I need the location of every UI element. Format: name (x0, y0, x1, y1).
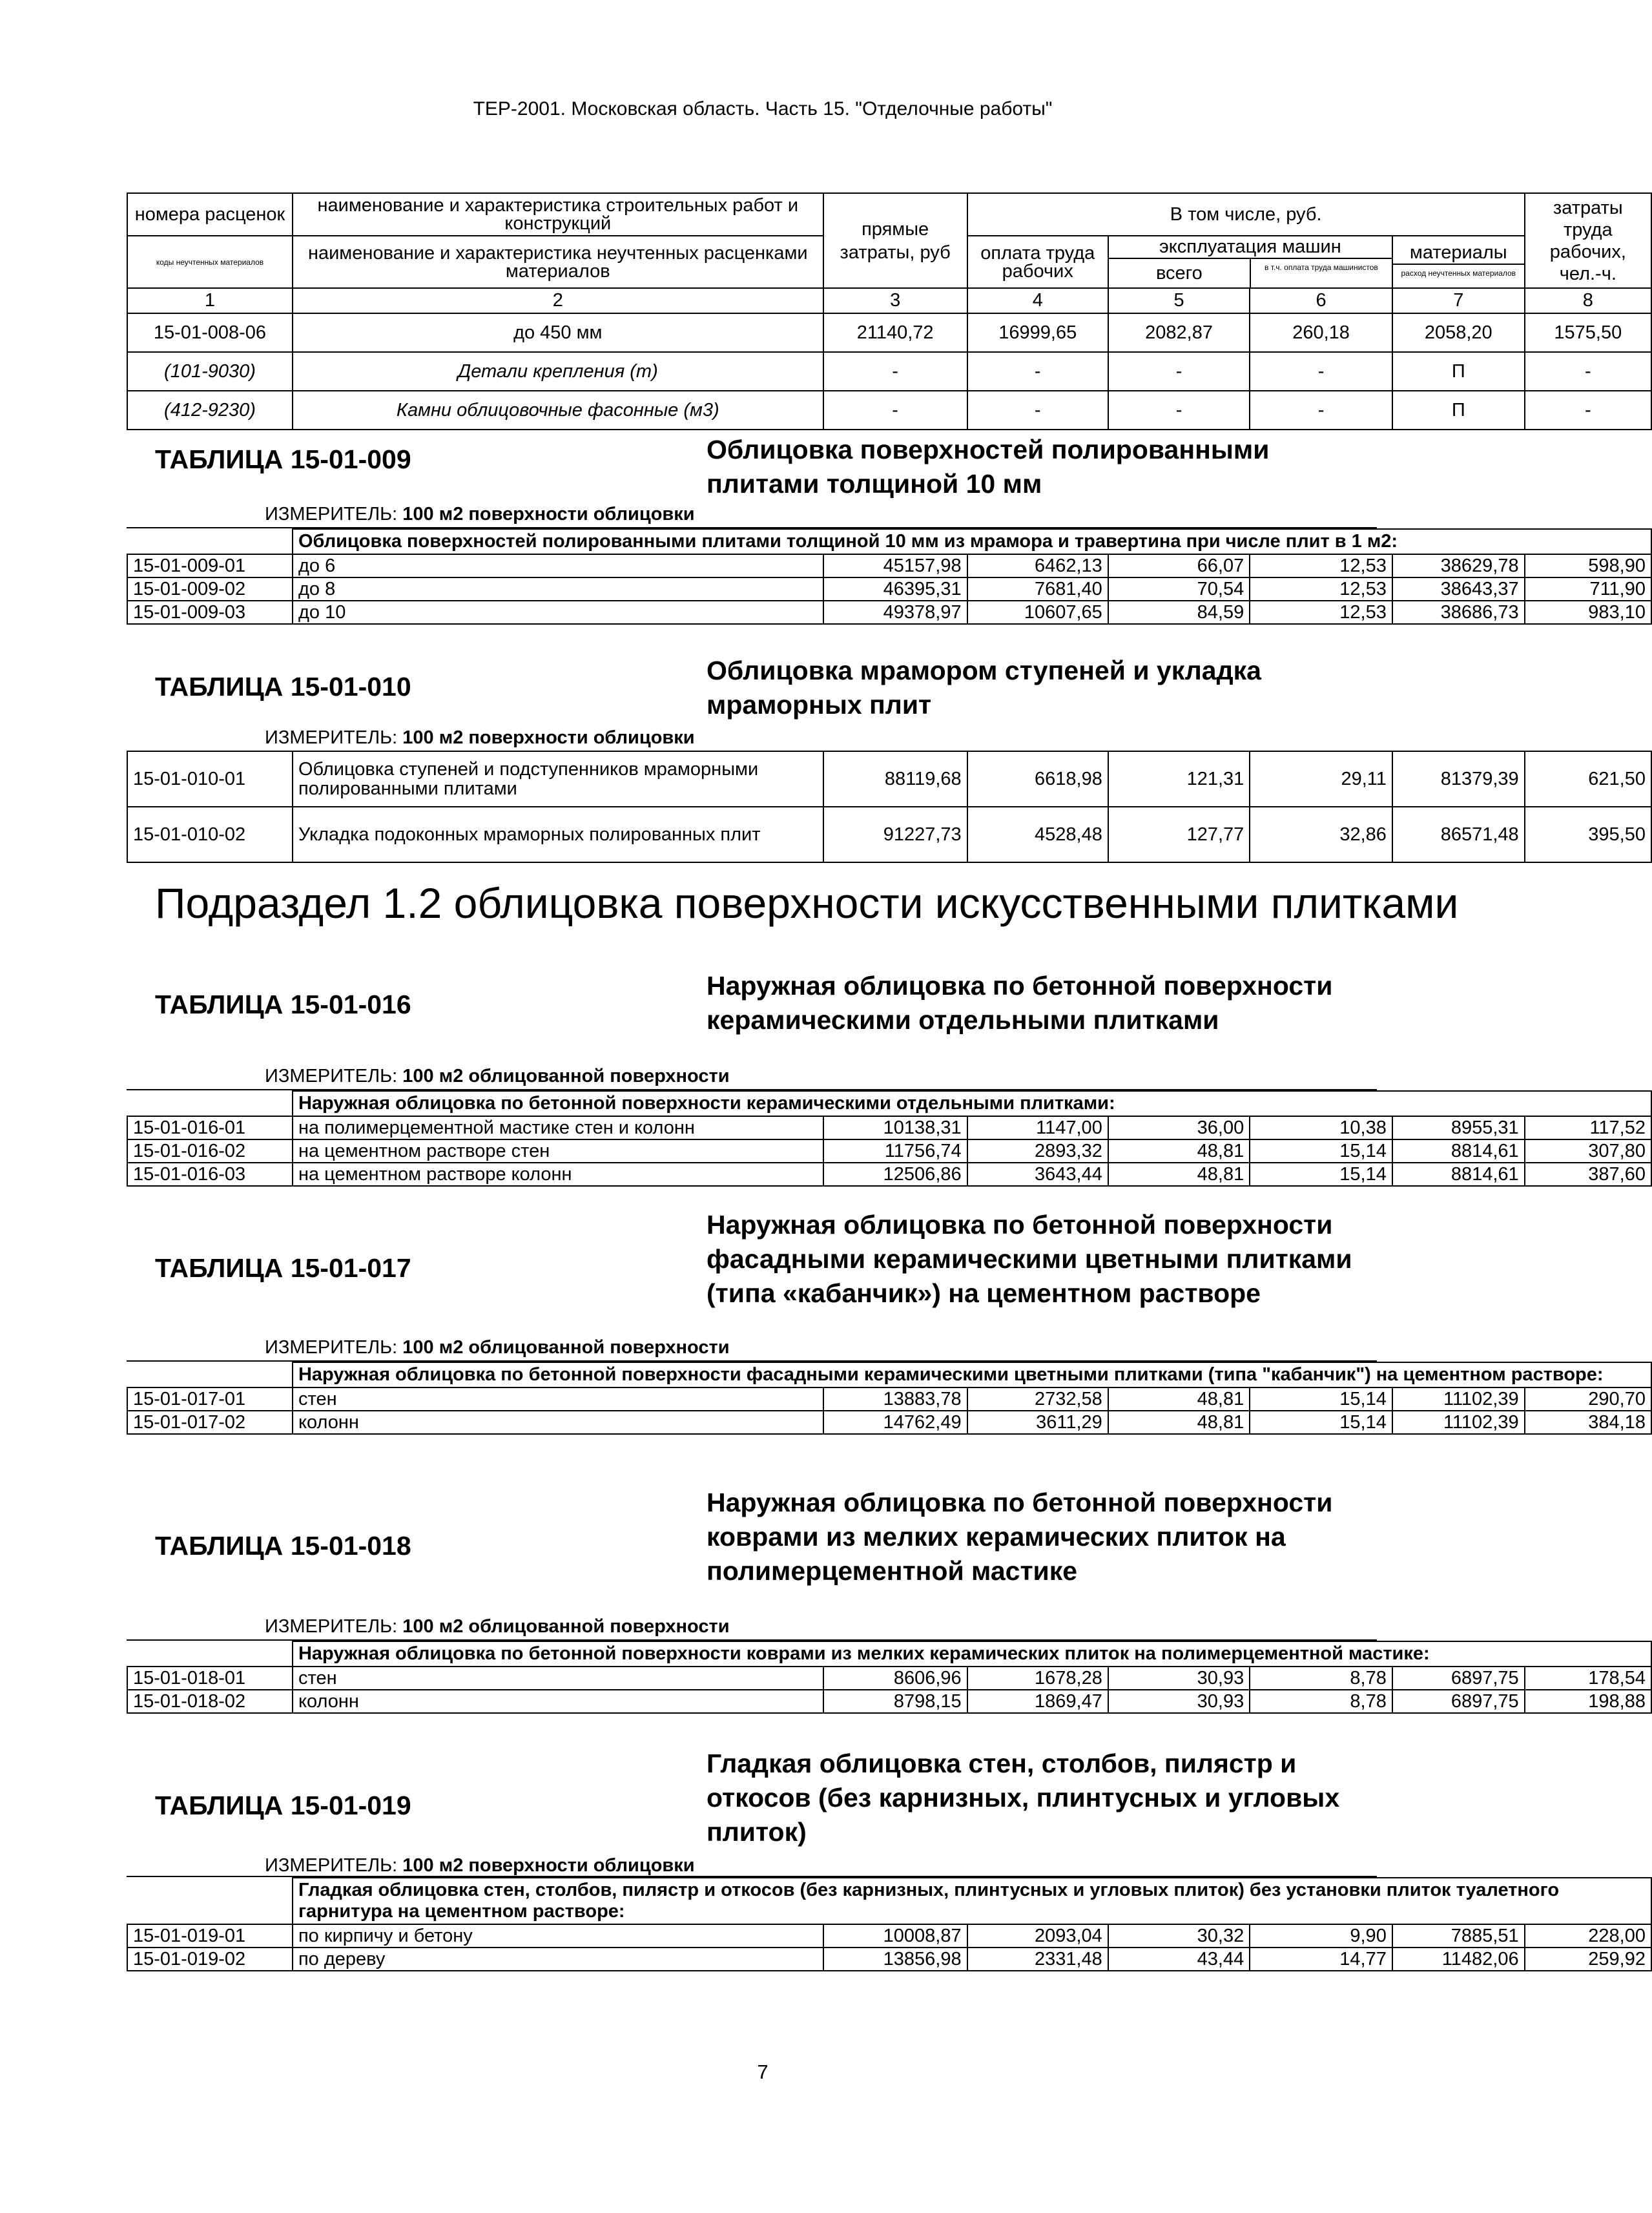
value-cell: 48,81 (1108, 1411, 1250, 1434)
meter-line (265, 1066, 730, 1087)
value-cell: 13856,98 (823, 1948, 967, 1971)
table-row (127, 1690, 1651, 1713)
value-cell: - (823, 352, 967, 391)
table-description-row (127, 1641, 1651, 1667)
value-cell: 15,14 (1250, 1387, 1392, 1411)
col-number: 6 (1250, 288, 1392, 313)
value-cell: 32,86 (1250, 807, 1392, 862)
value-cell: 48,81 (1108, 1139, 1250, 1163)
meter-line (265, 504, 695, 525)
value-cell: 13883,78 (823, 1387, 967, 1411)
col-number: 1 (127, 288, 293, 313)
work-name: Камни облицовочные фасонные (м3) (293, 391, 823, 430)
value-cell: 11102,39 (1392, 1411, 1525, 1434)
value-cell: 7885,51 (1392, 1924, 1525, 1948)
title-line: Облицовка поверхностей полированными (707, 435, 1270, 464)
value-cell: 81379,39 (1392, 751, 1525, 807)
work-name: по кирпичу и бетону (293, 1924, 823, 1948)
col3-header: прямые затраты, руб (823, 193, 967, 288)
value-cell: - (1108, 352, 1250, 391)
materials-header-cell (1392, 236, 1525, 288)
work-name: Укладка подоконных мраморных полированных плит (293, 807, 823, 862)
value-cell: 11756,74 (823, 1139, 967, 1163)
value-cell: 8814,61 (1392, 1163, 1525, 1186)
rate-code: 15-01-019-02 (127, 1948, 293, 1971)
column-numbers-row (127, 288, 1651, 313)
value-cell: 86571,48 (1392, 807, 1525, 862)
table-description-row (127, 1362, 1651, 1387)
rate-code: 15-01-019-01 (127, 1924, 293, 1948)
value-cell: 49378,97 (823, 601, 967, 624)
value-cell: 4528,48 (967, 807, 1108, 862)
value-cell: 127,77 (1108, 807, 1250, 862)
table-description-row (127, 1091, 1651, 1116)
rate-code: 15-01-010-01 (127, 751, 293, 807)
top-rows (127, 313, 1651, 430)
col6-header: в т.ч. оплата труда машинистов (1265, 263, 1378, 272)
table-15-01-018 (127, 1641, 1652, 1714)
value-cell: 387,60 (1525, 1163, 1651, 1186)
meter-label: ИЗМЕРИТЕЛЬ: (265, 1855, 398, 1876)
value-cell: 84,59 (1108, 601, 1250, 624)
title-line: плитами толщиной 10 мм (707, 469, 1042, 499)
work-name: до 450 мм (293, 313, 823, 352)
value-cell: - (1108, 391, 1250, 430)
value-cell: 10138,31 (823, 1116, 967, 1139)
rate-code: 15-01-018-01 (127, 1667, 293, 1690)
value-cell: 3643,44 (967, 1163, 1108, 1186)
subsection-title: Подраздел 1.2 облицовка поверхности искусственными плитками (155, 879, 1459, 927)
table-title (707, 1208, 1352, 1311)
table-row (127, 1139, 1651, 1163)
title-line: керамическими отдельными плитками (707, 1005, 1219, 1035)
work-name: до 10 (293, 601, 823, 624)
title-line: (типа «кабанчик») на цементном растворе (707, 1278, 1261, 1308)
rate-code: 15-01-009-02 (127, 577, 293, 601)
value-cell: 10607,65 (967, 601, 1108, 624)
table-title (707, 654, 1261, 722)
title-line: откосов (без карнизных, плинтусных и угловых (707, 1783, 1340, 1813)
rate-code: 15-01-018-02 (127, 1690, 293, 1713)
table-row (127, 313, 1651, 352)
meter-label: ИЗМЕРИТЕЛЬ: (265, 1616, 398, 1637)
value-cell: - (1525, 352, 1651, 391)
table-row (127, 807, 1651, 862)
meter-value: 100 м2 поверхности облицовки (402, 504, 695, 525)
rate-code: 15-01-016-02 (127, 1139, 293, 1163)
value-cell: 45157,98 (823, 554, 967, 577)
table-name: ТАБЛИЦА 15-01-010 (155, 672, 411, 701)
value-cell: П (1392, 391, 1525, 430)
value-cell: 259,92 (1525, 1948, 1651, 1971)
value-cell: 711,90 (1525, 577, 1651, 601)
meter-value: 100 м2 облицованной поверхности (402, 1337, 730, 1358)
table-row (127, 1411, 1651, 1434)
work-name: на полимерцементной мастике стен и колонн (293, 1116, 823, 1139)
value-cell: 117,52 (1525, 1116, 1651, 1139)
table-row (127, 391, 1651, 430)
value-cell: 1575,50 (1525, 313, 1651, 352)
work-name: на цементном растворе стен (293, 1139, 823, 1163)
table-description: Гладкая облицовка стен, столбов, пилястр и откосов (без карнизных, плинтусных и угловых плиток) без установки плиток туалетного гарнитура на цементном растворе: (293, 1878, 1651, 1924)
value-cell: 395,50 (1525, 807, 1651, 862)
value-cell: - (967, 391, 1108, 430)
col-number: 8 (1525, 288, 1651, 313)
value-cell: 2082,87 (1108, 313, 1250, 352)
table-name: ТАБЛИЦА 15-01-009 (155, 444, 411, 474)
value-cell: - (1525, 391, 1651, 430)
value-cell: 12506,86 (823, 1163, 967, 1186)
value-cell: 12,53 (1250, 577, 1392, 601)
value-cell: 8,78 (1250, 1690, 1392, 1713)
rate-code: 15-01-016-03 (127, 1163, 293, 1186)
value-cell: 2093,04 (967, 1924, 1108, 1948)
meter-label: ИЗМЕРИТЕЛЬ: (265, 1337, 398, 1358)
col-number: 7 (1392, 288, 1525, 313)
table-15-01-016 (127, 1090, 1652, 1187)
value-cell: 983,10 (1525, 601, 1651, 624)
work-name: на цементном растворе колонн (293, 1163, 823, 1186)
col2-header: наименование и характеристика строительных работ и конструкций (293, 193, 823, 236)
col7-header: материалы (1393, 242, 1524, 265)
value-cell: 8,78 (1250, 1667, 1392, 1690)
value-cell: 21140,72 (823, 313, 967, 352)
value-cell: 38686,73 (1392, 601, 1525, 624)
value-cell: - (967, 352, 1108, 391)
table-name: ТАБЛИЦА 15-01-016 (155, 990, 411, 1019)
value-cell: 16999,65 (967, 313, 1108, 352)
rate-code: (101-9030) (127, 352, 293, 391)
page-number: 7 (757, 2061, 769, 2083)
value-cell: 10008,87 (823, 1924, 967, 1948)
group-header: В том числе, руб. (967, 193, 1525, 236)
work-name: до 6 (293, 554, 823, 577)
value-cell: 1147,00 (967, 1116, 1108, 1139)
value-cell: 228,00 (1525, 1924, 1651, 1948)
value-cell: 7681,40 (967, 577, 1108, 601)
value-cell: 260,18 (1250, 313, 1392, 352)
value-cell: 307,80 (1525, 1139, 1651, 1163)
work-name: Облицовка ступеней и подступенников мраморными полированными плитами (293, 751, 823, 807)
value-cell: 14,77 (1250, 1948, 1392, 1971)
work-name: стен (293, 1387, 823, 1411)
value-cell: 48,81 (1108, 1163, 1250, 1186)
title-line: Гладкая облицовка стен, столбов, пилястр и (707, 1749, 1297, 1778)
value-cell: 43,44 (1108, 1948, 1250, 1971)
value-cell: 6618,98 (967, 751, 1108, 807)
table-row (127, 352, 1651, 391)
title-line: мраморных плит (707, 690, 932, 720)
table-15-01-010 (127, 751, 1652, 863)
value-cell: 598,90 (1525, 554, 1651, 577)
table-row (127, 751, 1651, 807)
value-cell: 384,18 (1525, 1411, 1651, 1434)
table-15-01-009 (127, 528, 1652, 625)
value-cell: 1678,28 (967, 1667, 1108, 1690)
value-cell: - (823, 391, 967, 430)
table-title (707, 969, 1332, 1037)
value-cell: 8814,61 (1392, 1139, 1525, 1163)
value-cell: 121,31 (1108, 751, 1250, 807)
value-cell: 2893,32 (967, 1139, 1108, 1163)
title-line: фасадными керамическими цветными плитками (707, 1244, 1352, 1274)
meter-line (265, 1337, 730, 1358)
meter-label: ИЗМЕРИТЕЛЬ: (265, 504, 398, 525)
value-cell: 12,53 (1250, 554, 1392, 577)
value-cell: 15,14 (1250, 1411, 1392, 1434)
value-cell: 30,93 (1108, 1667, 1250, 1690)
meter-label: ИЗМЕРИТЕЛЬ: (265, 727, 398, 748)
work-name: стен (293, 1667, 823, 1690)
title-line: коврами из мелких керамических плиток на (707, 1522, 1286, 1552)
value-cell: - (1250, 352, 1392, 391)
value-cell: 29,11 (1250, 751, 1392, 807)
work-name: колонн (293, 1411, 823, 1434)
value-cell: 30,93 (1108, 1690, 1250, 1713)
meter-line (265, 1855, 695, 1876)
value-cell: 66,07 (1108, 554, 1250, 577)
value-cell: 38629,78 (1392, 554, 1525, 577)
rate-code: 15-01-016-01 (127, 1116, 293, 1139)
table-description-row (127, 1878, 1651, 1924)
value-cell: 15,14 (1250, 1139, 1392, 1163)
table-row (127, 577, 1651, 601)
table-row (127, 1163, 1651, 1186)
table-row (127, 1924, 1651, 1948)
value-cell: 8798,15 (823, 1690, 967, 1713)
value-cell: 88119,68 (823, 751, 967, 807)
rate-code: 15-01-010-02 (127, 807, 293, 862)
col-number: 5 (1108, 288, 1250, 313)
table-row (127, 1667, 1651, 1690)
meter-value: 100 м2 облицованной поверхности (402, 1616, 730, 1637)
meter-label: ИЗМЕРИТЕЛЬ: (265, 1066, 398, 1086)
work-name: по дереву (293, 1948, 823, 1971)
value-cell: 9,90 (1250, 1924, 1392, 1948)
value-cell: П (1392, 352, 1525, 391)
col5-header: всего (1109, 259, 1251, 287)
table-row (127, 554, 1651, 577)
col7-subheader: расход неучтенных материалов (1401, 269, 1516, 278)
table-title (707, 1747, 1339, 1849)
table-row (127, 1116, 1651, 1139)
table-description-row (127, 529, 1651, 554)
rate-code: 15-01-017-01 (127, 1387, 293, 1411)
table-15-01-017 (127, 1362, 1652, 1435)
meter-value: 100 м2 поверхности облицовки (402, 1855, 695, 1876)
work-name: Детали крепления (т) (293, 352, 823, 391)
value-cell: 2732,58 (967, 1387, 1108, 1411)
value-cell: 178,54 (1525, 1667, 1651, 1690)
work-name: до 8 (293, 577, 823, 601)
work-name: колонн (293, 1690, 823, 1713)
meter-value: 100 м2 поверхности облицовки (402, 727, 695, 748)
col4-header: оплата труда рабочих (967, 236, 1108, 288)
col-number: 2 (293, 288, 823, 313)
meter-line (265, 1616, 730, 1637)
value-cell: 48,81 (1108, 1387, 1250, 1411)
machines-header-cell (1108, 236, 1392, 288)
col-number: 3 (823, 288, 967, 313)
rate-code: (412-9230) (127, 391, 293, 430)
value-cell: 198,88 (1525, 1690, 1651, 1713)
value-cell: 10,38 (1250, 1116, 1392, 1139)
rate-code: 15-01-009-01 (127, 554, 293, 577)
value-cell: 1869,47 (967, 1690, 1108, 1713)
title-line: Наружная облицовка по бетонной поверхности (707, 971, 1333, 1001)
table-15-01-019 (127, 1877, 1652, 1971)
table-description: Наружная облицовка по бетонной поверхности фасадными керамическими цветными плитками (типа "кабанчик") на цементном растворе: (293, 1362, 1651, 1387)
col2-subheader: наименование и характеристика неучтенных расценками материалов (293, 236, 823, 288)
table-description: Облицовка поверхностей полированными плитами толщиной 10 мм из мрамора и травертина при числе плит в 1 м2: (293, 529, 1651, 554)
title-line: полимерцементной мастике (707, 1556, 1078, 1586)
value-cell: 70,54 (1108, 577, 1250, 601)
table-name: ТАБЛИЦА 15-01-019 (155, 1791, 411, 1820)
rate-code: 15-01-008-06 (127, 313, 293, 352)
value-cell: 14762,49 (823, 1411, 967, 1434)
table-row (127, 1387, 1651, 1411)
value-cell: 15,14 (1250, 1163, 1392, 1186)
title-line: Наружная облицовка по бетонной поверхности (707, 1488, 1333, 1517)
value-cell: 38643,37 (1392, 577, 1525, 601)
value-cell: 11102,39 (1392, 1387, 1525, 1411)
rate-code: 15-01-009-03 (127, 601, 293, 624)
value-cell: 91227,73 (823, 807, 967, 862)
value-cell: 8955,31 (1392, 1116, 1525, 1139)
table-description: Наружная облицовка по бетонной поверхности керамическими отдельными плитками: (293, 1091, 1651, 1116)
table-title (707, 1486, 1332, 1588)
table-title (707, 433, 1269, 501)
machines-subheaders (1109, 259, 1392, 287)
page-header: ТЕР-2001. Московская область. Часть 15. "Отделочные работы" (473, 98, 1053, 119)
col-number: 4 (967, 288, 1108, 313)
value-cell: 2058,20 (1392, 313, 1525, 352)
value-cell: 6897,75 (1392, 1667, 1525, 1690)
value-cell: - (1250, 391, 1392, 430)
value-cell: 6462,13 (967, 554, 1108, 577)
table-row (127, 601, 1651, 624)
machines-header: эксплуатация машин (1109, 236, 1392, 259)
value-cell: 8606,96 (823, 1667, 967, 1690)
col8-header: затраты труда рабочих, чел.-ч. (1525, 193, 1651, 288)
rate-code: 15-01-017-02 (127, 1411, 293, 1434)
title-line: плиток) (707, 1817, 807, 1847)
value-cell: 36,00 (1108, 1116, 1250, 1139)
value-cell: 30,32 (1108, 1924, 1250, 1948)
meter-value: 100 м2 облицованной поверхности (402, 1066, 730, 1086)
title-line: Наружная облицовка по бетонной поверхности (707, 1210, 1333, 1240)
value-cell: 6897,75 (1392, 1690, 1525, 1713)
title-line: Облицовка мрамором ступеней и укладка (707, 656, 1261, 685)
value-cell: 290,70 (1525, 1387, 1651, 1411)
value-cell: 12,53 (1250, 601, 1392, 624)
value-cell: 2331,48 (967, 1948, 1108, 1971)
table-description: Наружная облицовка по бетонной поверхности коврами из мелких керамических плиток на полимерцементной мастике: (293, 1641, 1651, 1667)
meter-line (265, 727, 695, 749)
table-row (127, 1948, 1651, 1971)
value-cell: 3611,29 (967, 1411, 1108, 1434)
header-table (127, 192, 1652, 430)
table-name: ТАБЛИЦА 15-01-017 (155, 1253, 411, 1283)
col1-header: номера расценок (127, 193, 293, 236)
value-cell: 11482,06 (1392, 1948, 1525, 1971)
value-cell: 621,50 (1525, 751, 1651, 807)
col1-subheader: коды неучтенных материалов (127, 236, 293, 288)
table-name: ТАБЛИЦА 15-01-018 (155, 1531, 411, 1561)
value-cell: 46395,31 (823, 577, 967, 601)
